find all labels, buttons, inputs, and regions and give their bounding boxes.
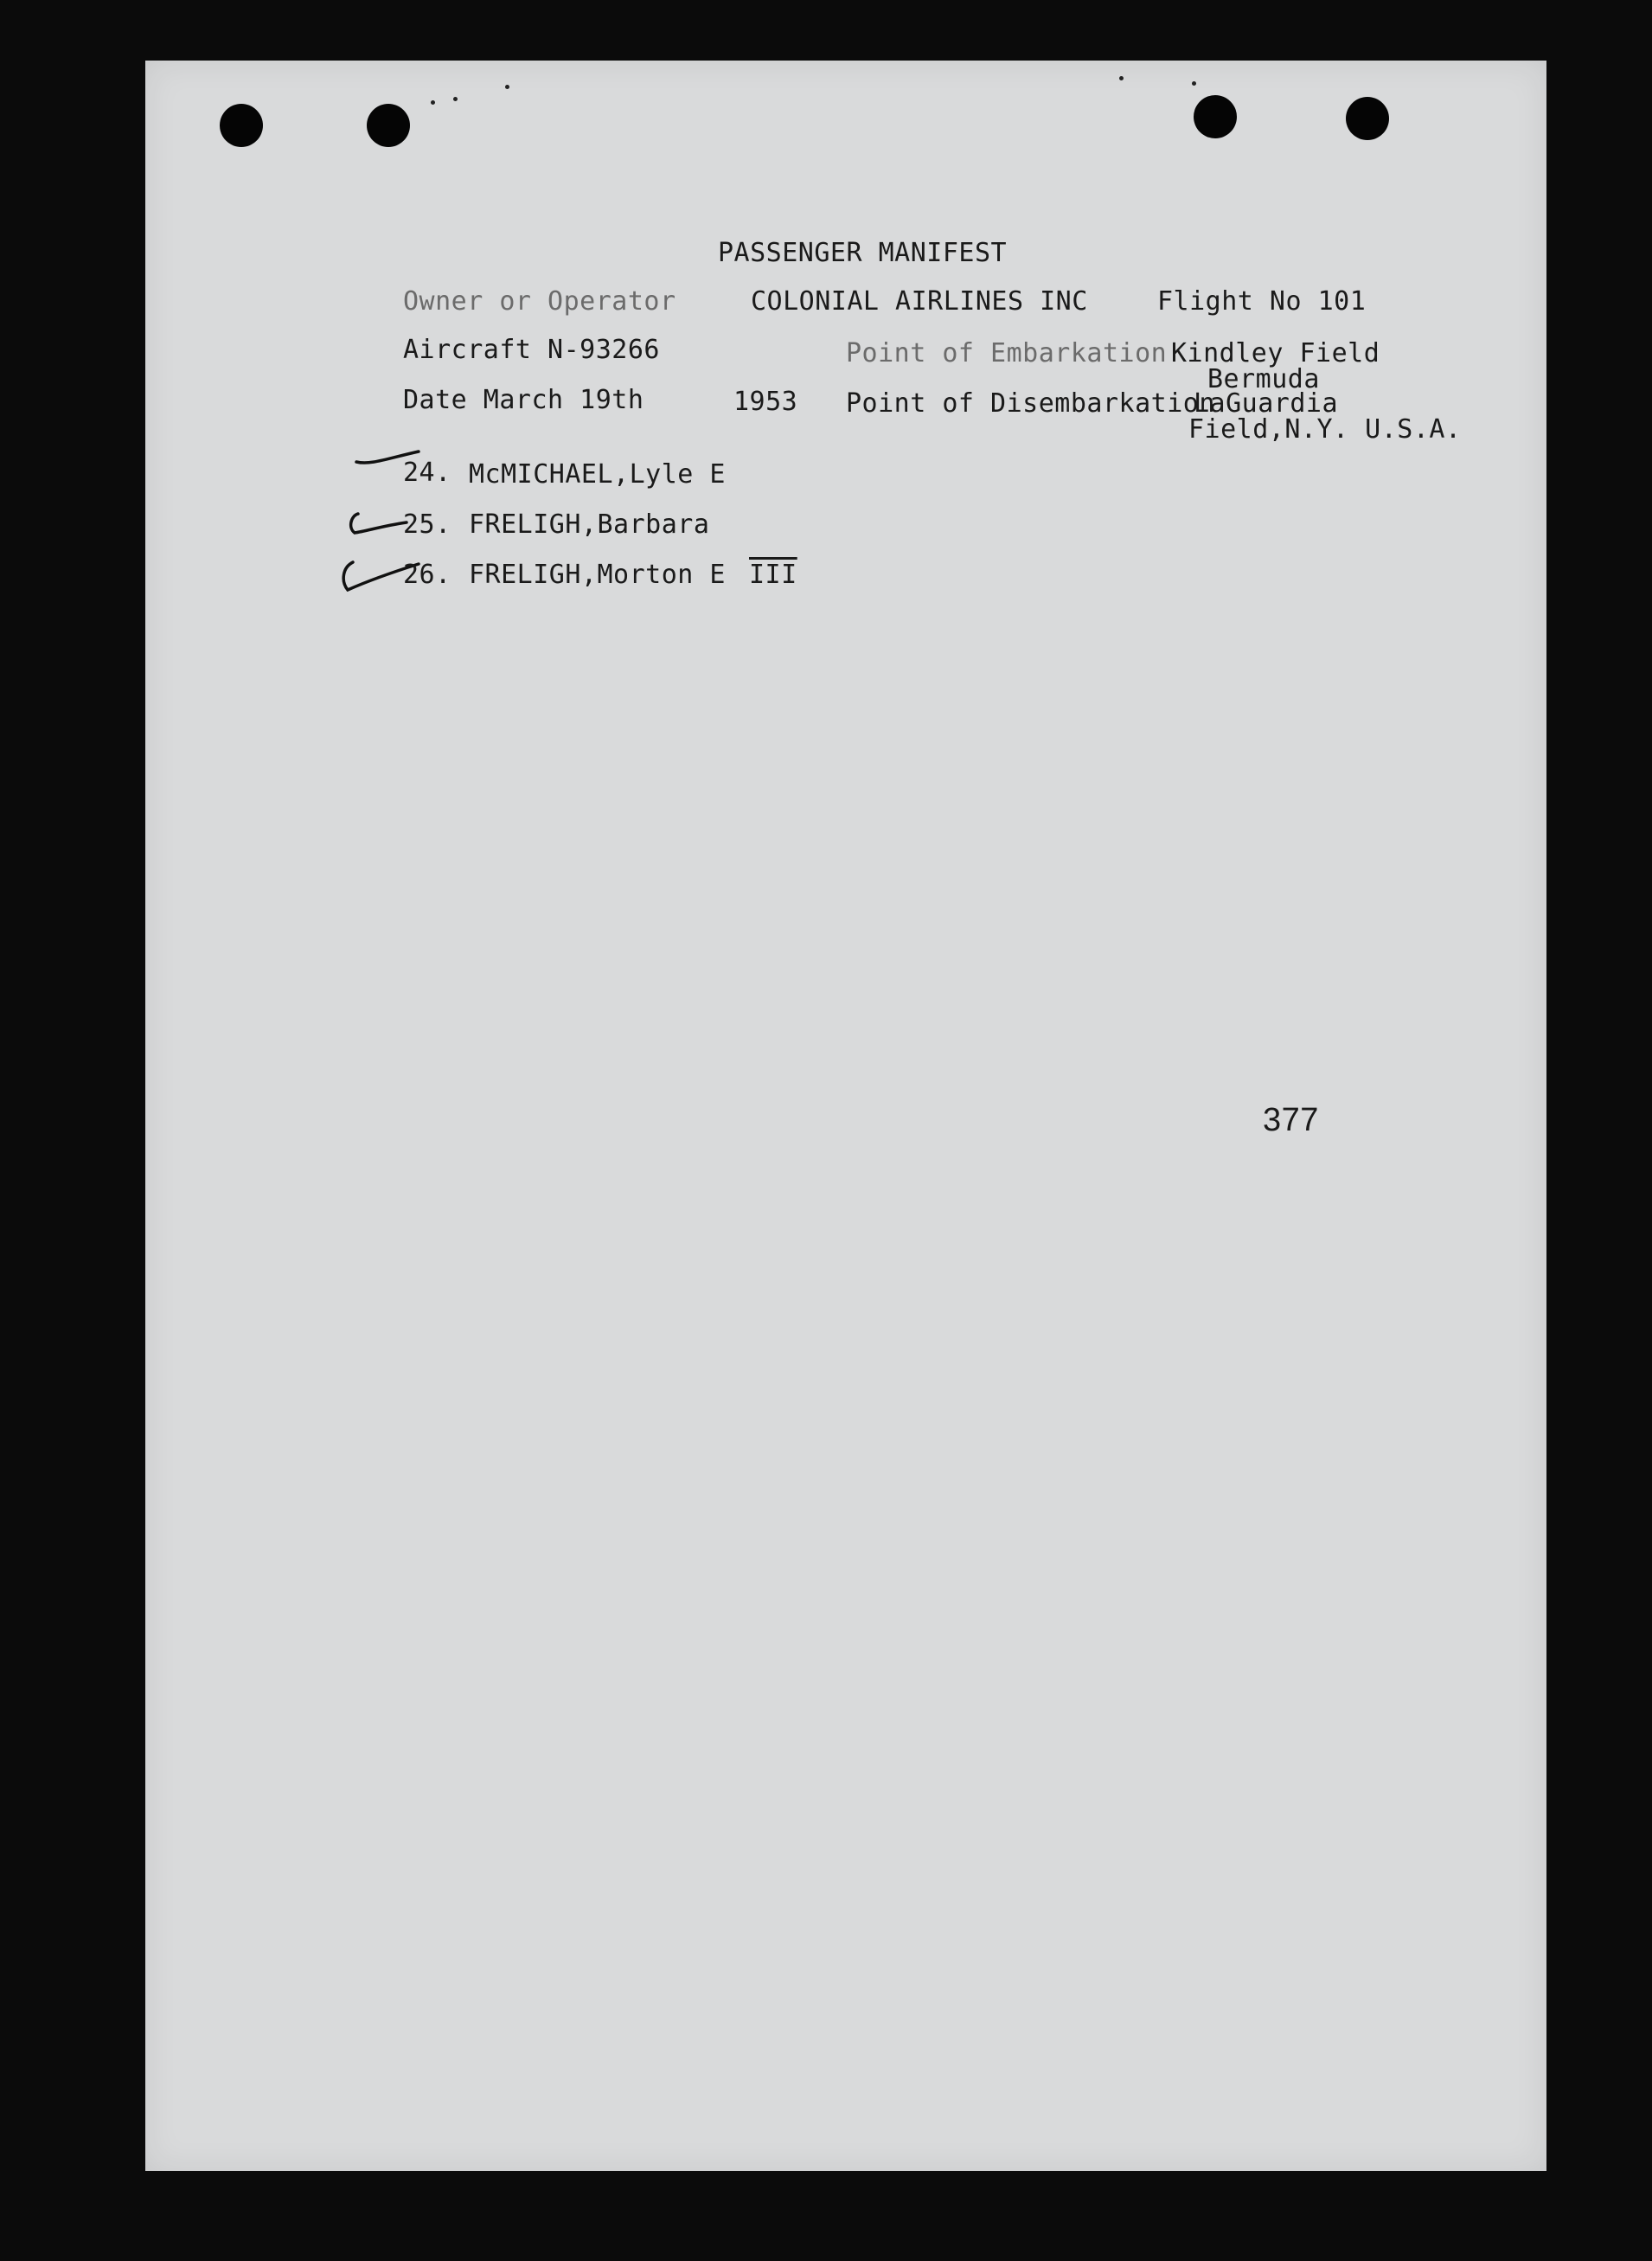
disembarkation-value-line2: Field,N.Y. U.S.A. (1188, 414, 1462, 445)
manifest-page (145, 61, 1546, 2171)
embarkation-value-line1: Kindley Field (1171, 338, 1380, 368)
punch-hole (367, 104, 410, 147)
date-year: 1953 (733, 387, 798, 417)
punch-hole (1346, 97, 1389, 140)
passenger-number: 26. (403, 560, 451, 590)
disembarkation-value-line1: LaGuardia (1194, 388, 1339, 419)
dust-speck (1192, 81, 1196, 86)
dust-speck (1119, 76, 1124, 80)
manifest-title: PASSENGER MANIFEST (718, 238, 1008, 268)
page-number: 377 (1263, 1102, 1319, 1138)
dust-speck (431, 100, 435, 105)
punch-hole (220, 104, 263, 147)
owner-value: COLONIAL AIRLINES INC (751, 286, 1088, 317)
aircraft-label: Aircraft N-93266 (403, 335, 660, 365)
checkmark-icon (339, 507, 408, 541)
date-label: Date March 19th (403, 385, 644, 415)
embarkation-value-line2: Bermuda (1207, 364, 1320, 394)
owner-label: Owner or Operator (403, 286, 676, 317)
passenger-number: 25. (403, 509, 451, 540)
passenger-name: FRELIGH,Barbara (469, 509, 710, 540)
dust-speck (453, 97, 458, 101)
embarkation-label: Point of Embarkation (846, 338, 1168, 368)
punch-hole (1194, 95, 1237, 138)
passenger-number: 24. (403, 458, 451, 488)
passenger-name: McMICHAEL,Lyle E (469, 459, 726, 490)
disembarkation-label: Point of Disembarkation (846, 388, 1215, 419)
flight-number: Flight No 101 (1157, 286, 1367, 317)
dust-speck (505, 85, 509, 89)
passenger-name: FRELIGH,Morton E (469, 560, 726, 590)
passenger-suffix: $\overline{III}$ (749, 560, 797, 590)
